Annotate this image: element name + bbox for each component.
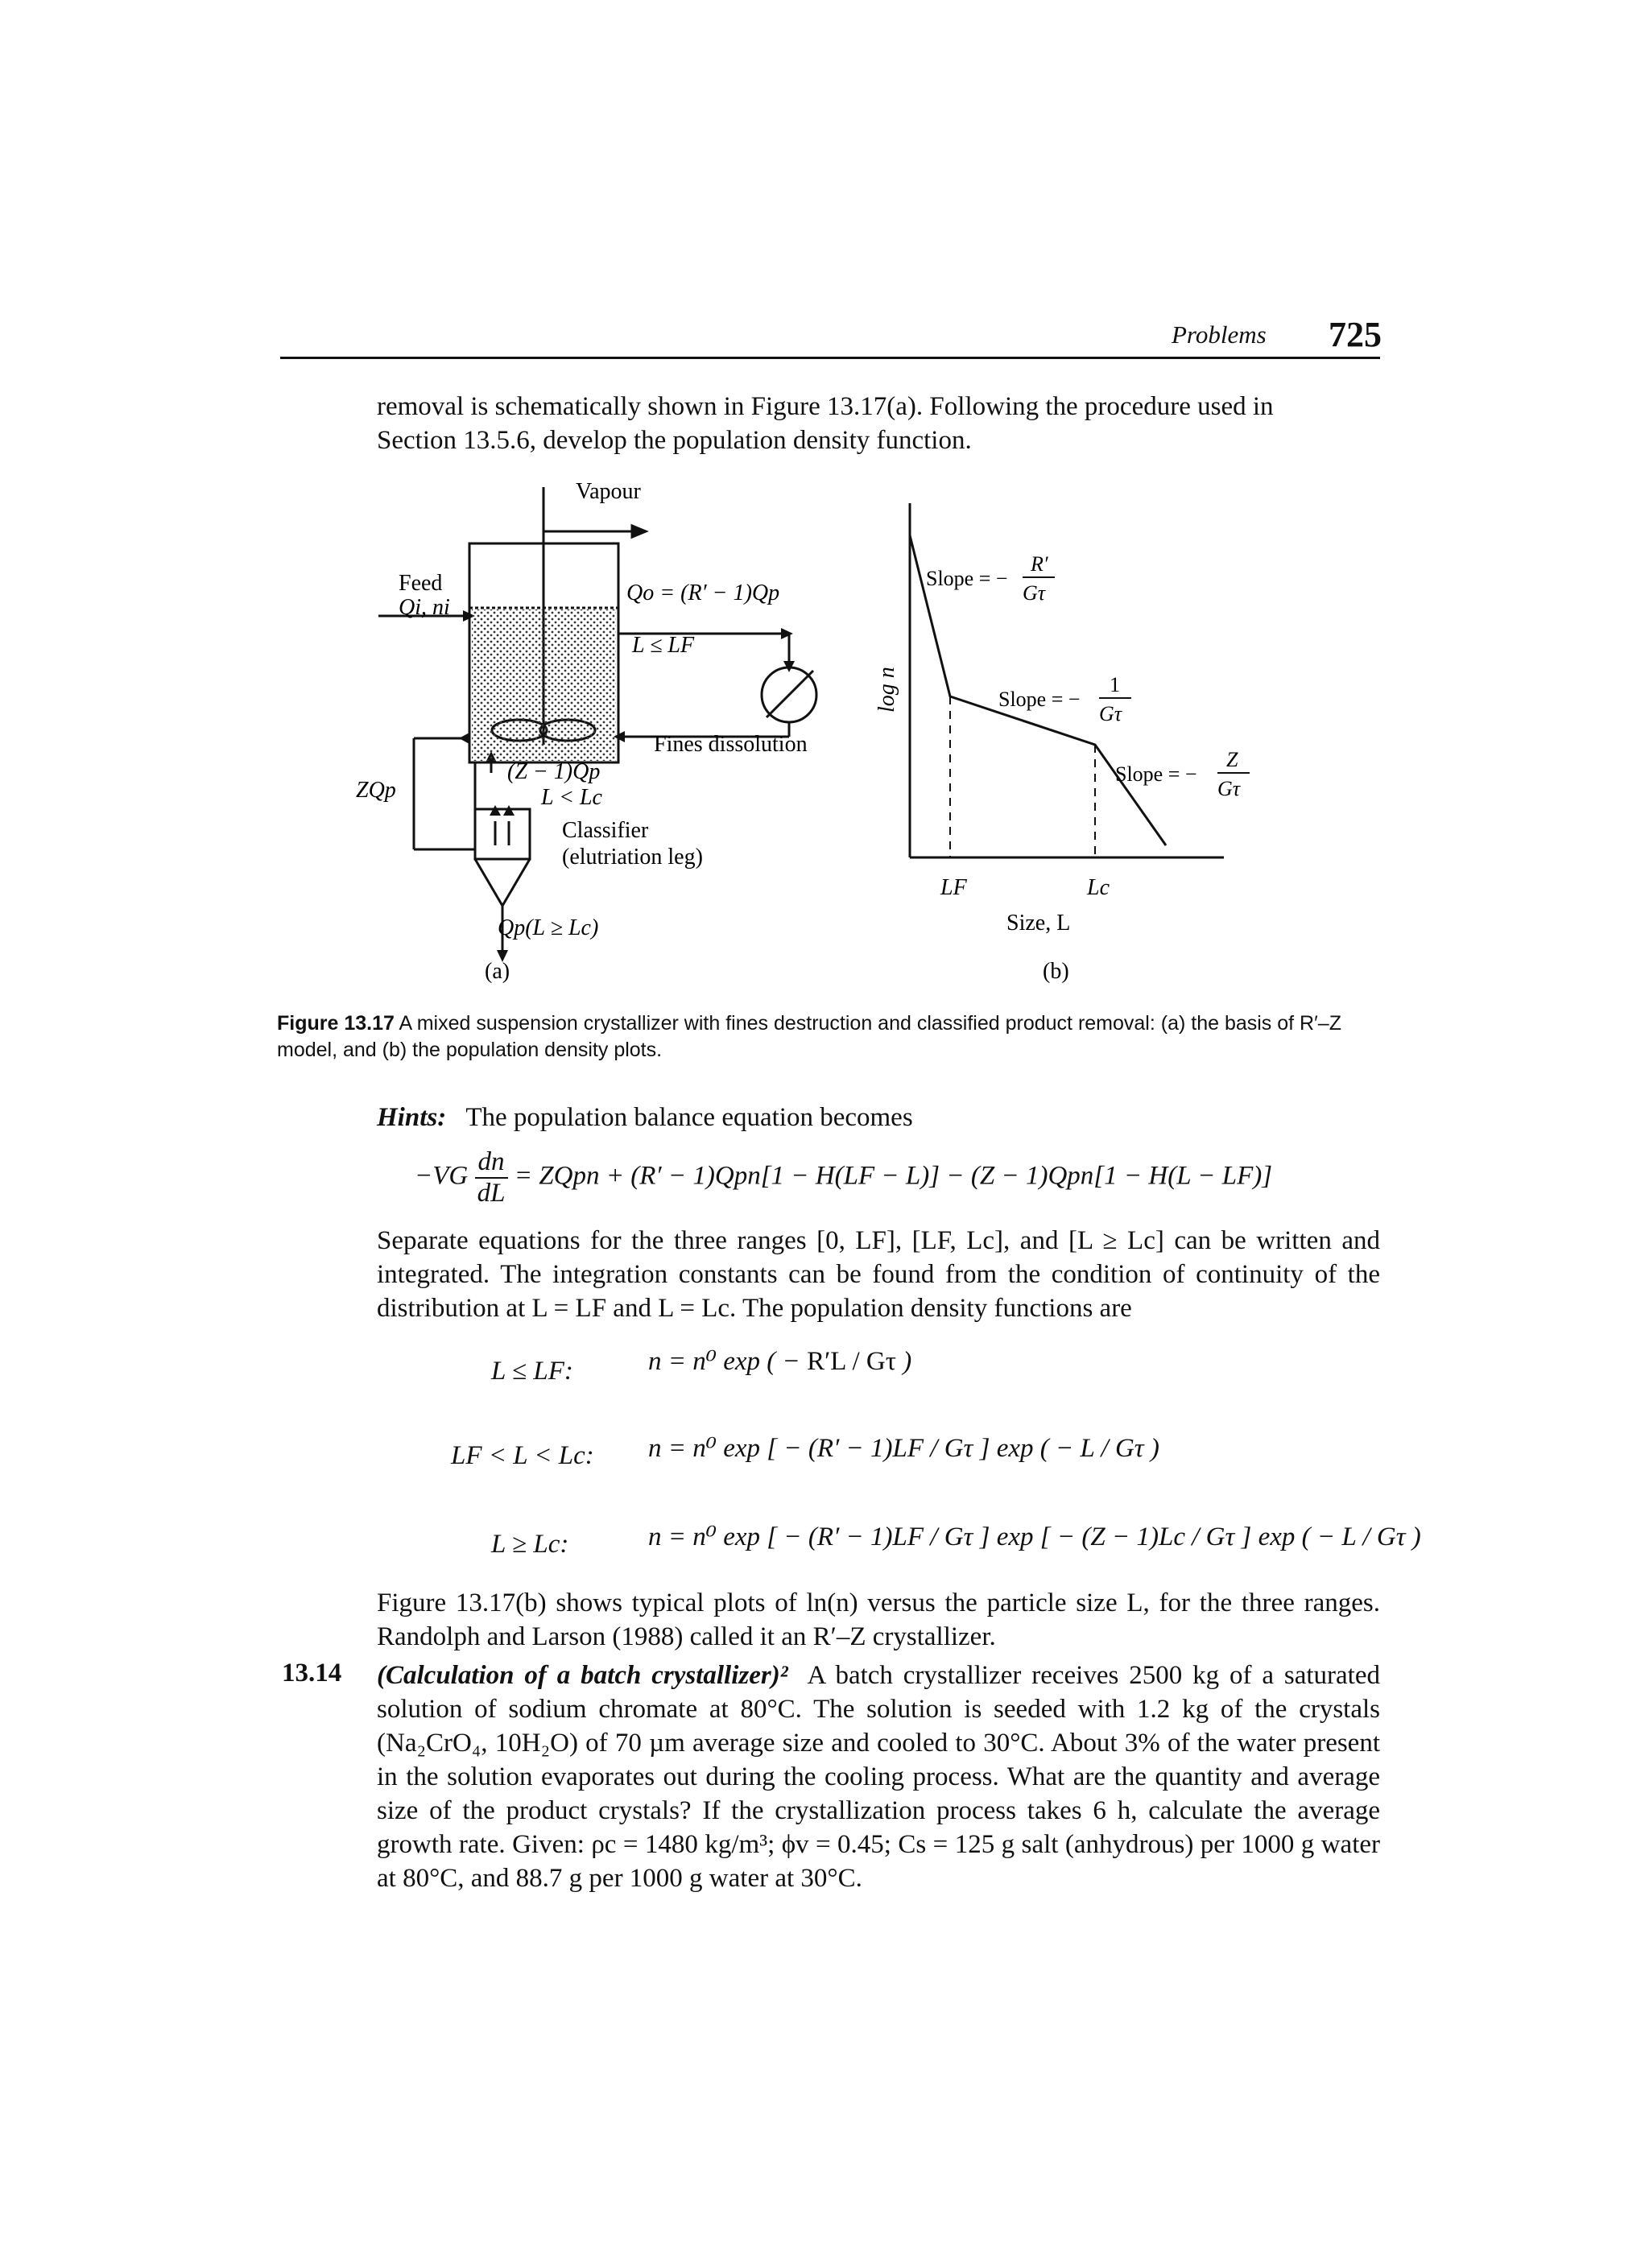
svg-text:Slope = −: Slope = − [926,567,1008,590]
page-number: 725 [1329,315,1382,354]
figure-caption [277,1010,1380,1064]
figure-a-diagram [354,479,853,986]
svg-text:Slope = −: Slope = − [1115,762,1197,786]
label-vapour: Vapour [576,479,641,504]
panel-b-label: (b) [1043,959,1069,984]
svg-text:Slope = −: Slope = − [998,688,1081,711]
problem-text: A batch crystallizer receives 2500 kg of a saturated solution of sodium chromate at 80°C. The solution is seeded with 1.2 kg of the crystals (Na₂CrO₄, 10H₂O) of 70 µm average size and cooled to 30°C. About 3% of the water present in the solution evaporates out during the cooling process. What are the quantity and average size of the product crystals? If the crystallization process takes 6 h, calculate the average growth rate. Given: ρc = 1480 kg/m³; ϕv = 0.45; Cs = 125 g salt (anhydrous) per 1000 g water at 80°C, and 88.7 g per 1000 g water at 30°C. [377,1661,1380,1893]
equation-range-2: n = n⁰ exp [ − (R′ − 1)LF / Gτ ] exp ( − L / Gτ ) [648,1434,1159,1463]
header-rule [280,357,1380,359]
range-3-label: L ≥ Lc: [491,1530,569,1559]
hints-label: Hints: [377,1103,447,1132]
intro-line-1: removal is schematically shown in Figure 13.17(a). Following the procedure used in [377,392,1274,421]
problem-paragraph [377,1659,1380,1895]
caption-label: Figure 13.17 [277,1012,395,1035]
svg-text:Z: Z [1226,748,1238,771]
range-1-label: L ≤ LF: [491,1357,573,1386]
equation-range-3: n = n⁰ exp [ − (R′ − 1)LF / Gτ ] exp [ − (Z − 1)Lc / Gτ ] exp ( − L / Gτ ) [648,1522,1421,1551]
hints-closing: Figure 13.17(b) shows typical plots of ln(n) versus the particle size L, for the three ranges. Randolph and Larson (1988) called it an R′–Z crystallizer. [377,1588,1380,1651]
y-axis-label: log n [874,667,899,713]
label-feed-flow: Qi, ni [399,595,450,620]
population-balance-equation: −VG $\frac{dn}{dL}$ = ZQpn + (R′ − 1)Qpn[1 − H(LF − L)] − (Z − 1)Qpn[1 − H(L − LF)] [415,1147,1273,1208]
label-feed: Feed [399,571,443,596]
intro-line-2: Section 13.5.6, develop the population density function. [377,426,972,455]
classifier-box [475,809,530,859]
label-recycle-cond: L < Lc [541,785,602,810]
svg-text:R′: R′ [1031,552,1048,576]
panel-a-label: (a) [485,959,510,984]
label-overflow: Qo = (R′ − 1)Qp [626,580,780,605]
hints-intro: The population balance equation becomes [465,1103,913,1132]
x-axis-label: Size, L [1006,911,1071,936]
svg-text:1: 1 [1110,673,1120,696]
vapour-arrow [632,526,646,537]
caption-text: A mixed suspension crystallizer with fines destruction and classified product removal: (a) the basis of R′–Z model, and (b) the population density plots. [277,1012,1341,1061]
svg-text:Gτ: Gτ [1023,581,1046,605]
slope-3 [1115,748,1250,800]
svg-text:Gτ: Gτ [1217,777,1241,800]
svg-text:Gτ: Gτ [1099,702,1122,725]
label-elutriation: (elutriation leg) [562,845,703,870]
label-overflow-cond: L ≤ LF [632,633,695,658]
slope-1 [926,552,1055,605]
equation-range-1: n = n⁰ exp ( − R′L / Gτ ) [648,1347,912,1376]
tick-lf: LF [940,875,967,900]
running-head: Problems [1172,320,1267,349]
intro-paragraph [377,390,1380,457]
label-product: Qp(L ≥ Lc) [498,915,599,940]
hints-paragraph: Separate equations for the three ranges [0, LF], [LF, Lc], and [L ≥ Lc] can be written and integrated. The integration constants can be found from the condition of continuity of the distribution at L = LF and L = Lc. The population density functions are [377,1226,1380,1323]
label-fines: Fines dissolution [654,732,808,757]
figure-b-plot [870,495,1320,986]
range-2-label: LF < L < Lc: [451,1441,594,1470]
slope-2 [998,673,1131,725]
problem-number: 13.14 [282,1659,342,1688]
label-zqp: ZQp [356,778,396,803]
classifier-cone [475,859,530,906]
label-classifier: Classifier [562,818,649,843]
hints-heading-line [377,1101,1380,1134]
label-recycle: (Z − 1)Qp [507,759,601,784]
problem-title: (Calculation of a batch crystallizer)² [377,1661,788,1690]
tick-lc: Lc [1087,875,1110,900]
